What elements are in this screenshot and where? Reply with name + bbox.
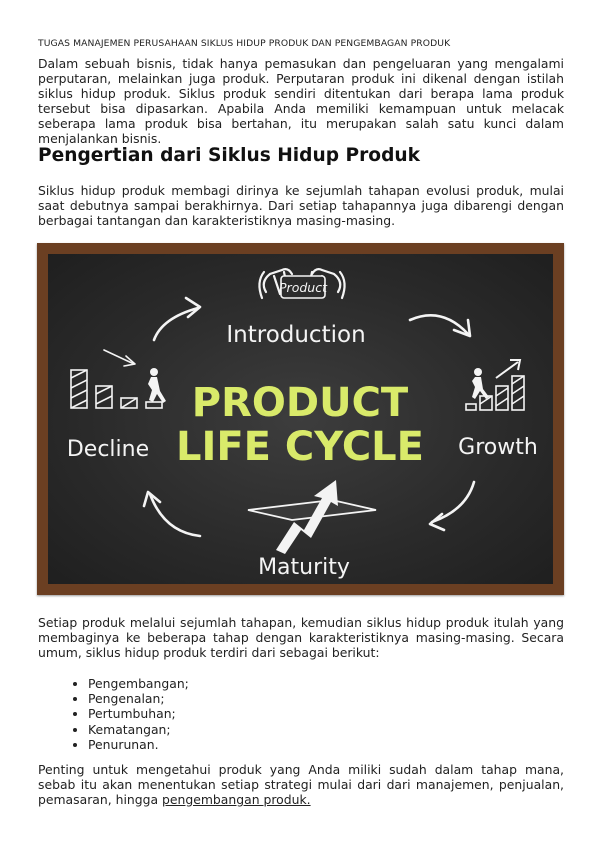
arrow-top-left-head-icon <box>186 298 200 317</box>
product-development-link[interactable]: pengembangan produk. <box>162 792 311 807</box>
pointer-arrow-head-icon <box>124 356 135 366</box>
definition-line: debutnya sampai berakhirnya. Dari setiap tahapannya juga dibarengi dengan <box>69 198 564 213</box>
intro-line: Dalam sebuah bisnis, tidak hanya pemasukan dan pengeluaran yang mengalami <box>38 56 564 71</box>
decline-bars-icon <box>71 370 162 408</box>
intro-line: tersebut bisa dipasarkan. Apabila Anda memiliki kemampuan untuk melacak seberapa <box>38 101 564 131</box>
stages-intro-line: umum, siklus hidup produk terdiri dari sebagai berikut: <box>38 645 380 660</box>
intro-line: perputaran, melainkan juga produk. Perputaran produk ini dikenal dengan istilah <box>38 71 564 86</box>
climbing-figure-icon <box>472 368 489 399</box>
walking-figure-icon <box>148 368 166 403</box>
stages-intro-paragraph <box>38 615 564 660</box>
list-item: • Pertumbuhan; <box>88 706 189 721</box>
page-header: TUGAS MANAJEMEN PERUSAHAAN SIKLUS HIDUP PRODUK DAN PENGEMBAGAN PRODUK <box>38 38 451 49</box>
chalkboard-illustration <box>37 243 564 595</box>
definition-line: Siklus hidup produk membagi dirinya ke sejumlah tahapan evolusi produk, mulai saat <box>38 183 564 213</box>
intro-line: siklus hidup produk. Siklus produk sendiri ditentukan dari berapa lama produk <box>38 86 564 101</box>
definition-paragraph <box>38 183 564 228</box>
list-item: • Penurunan. <box>88 737 189 752</box>
stages-list <box>70 676 189 752</box>
definition-line: berbagai tantangan dan karakteristiknya masing-masing. <box>38 213 396 228</box>
list-item: • Kematangan; <box>88 722 189 737</box>
stage-maturity: Maturity <box>258 555 350 580</box>
stages-intro-line: membaginya ke beberapa tahap dengan karakteristiknya masing-masing. Secara <box>38 630 564 645</box>
illustration-title-line2: LIFE CYCLE <box>175 424 425 470</box>
closing-line-prefix: pemasaran, hingga <box>38 792 163 807</box>
intro-paragraph <box>38 56 564 146</box>
pointer-arrow-icon <box>104 350 134 364</box>
chalkboard-surface <box>48 254 553 584</box>
closing-line: itu akan menentukan setiap strategi mulai dari dari manajemen, penjualan, <box>80 777 564 792</box>
list-item: • Pengenalan; <box>88 691 189 706</box>
section-title: Pengertian dari Siklus Hidup Produk <box>38 145 420 166</box>
product-life-cycle-drawing <box>48 254 553 584</box>
illustration-title-line1: PRODUCT <box>191 380 409 426</box>
stage-decline: Decline <box>66 437 150 462</box>
arrow-bottom-right-head-icon <box>430 514 444 530</box>
stages-intro-line: Setiap produk melalui sejumlah tahapan, kemudian siklus hidup produk itulah yang <box>38 615 564 630</box>
intro-line: lama produk bisa bertahan, itu merupakan salah satu kunci dalam menjalankan bisnis. <box>38 116 564 146</box>
hand-label: Product <box>279 280 327 295</box>
closing-paragraph <box>38 762 564 807</box>
closing-line: Penting untuk mengetahui produk yang Anda miliki sudah dalam tahap mana, sebab <box>38 762 564 792</box>
stage-growth: Growth <box>458 435 538 460</box>
list-item: • Pengembangan; <box>88 676 189 691</box>
stage-introduction: Introduction <box>226 322 366 348</box>
